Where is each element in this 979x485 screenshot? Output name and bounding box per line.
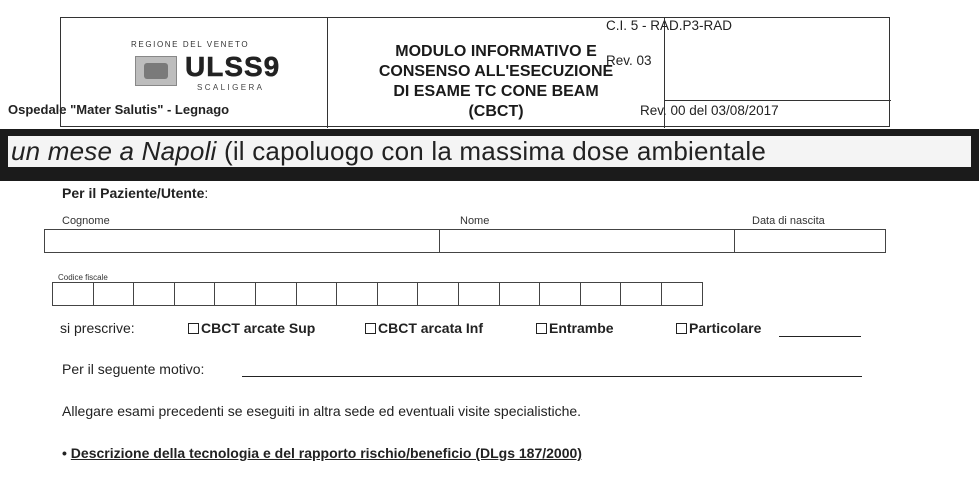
title-line: DI ESAME TC CONE BEAM [393,83,599,100]
overlay-text [11,137,766,166]
overlay-italic-text: un mese a Napoli [11,136,217,166]
fiscal-code-cell[interactable] [52,282,94,306]
title-line: (CBCT) [468,103,524,120]
prescription-label: si prescrive: [60,320,135,336]
option-both[interactable] [536,320,614,336]
checkbox-icon[interactable] [188,323,199,334]
revision-date: Rev. 00 del 03/08/2017 [640,103,779,118]
overlay-strip [0,129,979,181]
document-revision: Rev. 03 [606,53,652,68]
header-divider [665,100,891,101]
patient-heading [62,185,208,201]
checkbox-icon[interactable] [536,323,547,334]
fiscal-code-cell[interactable] [620,282,662,306]
surname-label: Cognome [62,215,110,227]
checkbox-icon[interactable] [365,323,376,334]
fiscal-code-cell[interactable] [458,282,500,306]
title-line: MODULO INFORMATIVO E [395,43,597,60]
option-particular[interactable] [676,320,761,336]
fiscal-code-cell[interactable] [661,282,703,306]
fiscal-code-cell[interactable] [174,282,216,306]
particular-blank-line[interactable] [779,336,861,337]
fiscal-code-label: Codice fiscale [58,273,108,282]
title-line: CONSENSO ALL'ESECUZIONE [378,63,614,80]
fiscal-code-cell[interactable] [539,282,581,306]
birth-date-label: Data di nascita [752,215,825,227]
section-heading [62,445,582,461]
fiscal-code-cell[interactable] [377,282,419,306]
patient-heading-colon: : [204,185,209,201]
option-cbct-inf[interactable] [365,320,483,336]
fiscal-code-cell[interactable] [214,282,256,306]
birth-date-field[interactable] [734,229,886,253]
reason-label: Per il seguente motivo: [62,361,205,377]
fiscal-code-cell[interactable] [499,282,541,306]
fiscal-code-cell[interactable] [133,282,175,306]
surname-field[interactable] [44,229,440,253]
fiscal-code-cell[interactable] [417,282,459,306]
document-code: C.I. 5 - RAD.P3-RAD [606,18,733,33]
region-emblem-icon [135,56,177,86]
patient-heading-text: Per il Paziente/Utente [62,185,205,201]
option-cbct-sup[interactable] [188,320,315,336]
region-label: REGIONE DEL VENETO [131,40,250,49]
logo-name: ULSS9 [185,51,281,82]
logo-subtitle: SCALIGERA [197,83,265,92]
reason-blank-line[interactable] [242,376,862,377]
option-label: Entrambe [549,320,614,336]
checkbox-icon[interactable] [676,323,687,334]
overlay-text-box [8,136,971,167]
attach-note: Allegare esami precedenti se eseguiti in altra sede ed eventuali visite specialistiche. [62,403,582,419]
option-label: Particolare [689,320,762,336]
hospital-name: Ospedale "Mater Salutis" - Legnago [8,102,230,117]
overlay-rest-text: (il capoluogo con la massima dose ambientale [216,136,767,166]
option-label: CBCT arcata Inf [378,320,484,336]
fiscal-code-cell[interactable] [296,282,338,306]
fiscal-code-cell[interactable] [336,282,378,306]
option-label: CBCT arcate Sup [201,320,316,336]
fiscal-code-cell[interactable] [580,282,622,306]
section-title: Descrizione della tecnologia e del rapporto rischio/beneficio (DLgs 187/2000) [70,445,582,461]
name-field[interactable] [439,229,735,253]
fiscal-code-field[interactable] [52,282,702,306]
fiscal-code-cell[interactable] [255,282,297,306]
fiscal-code-cell[interactable] [93,282,135,306]
name-label: Nome [460,215,490,227]
bullet: • [62,445,67,461]
